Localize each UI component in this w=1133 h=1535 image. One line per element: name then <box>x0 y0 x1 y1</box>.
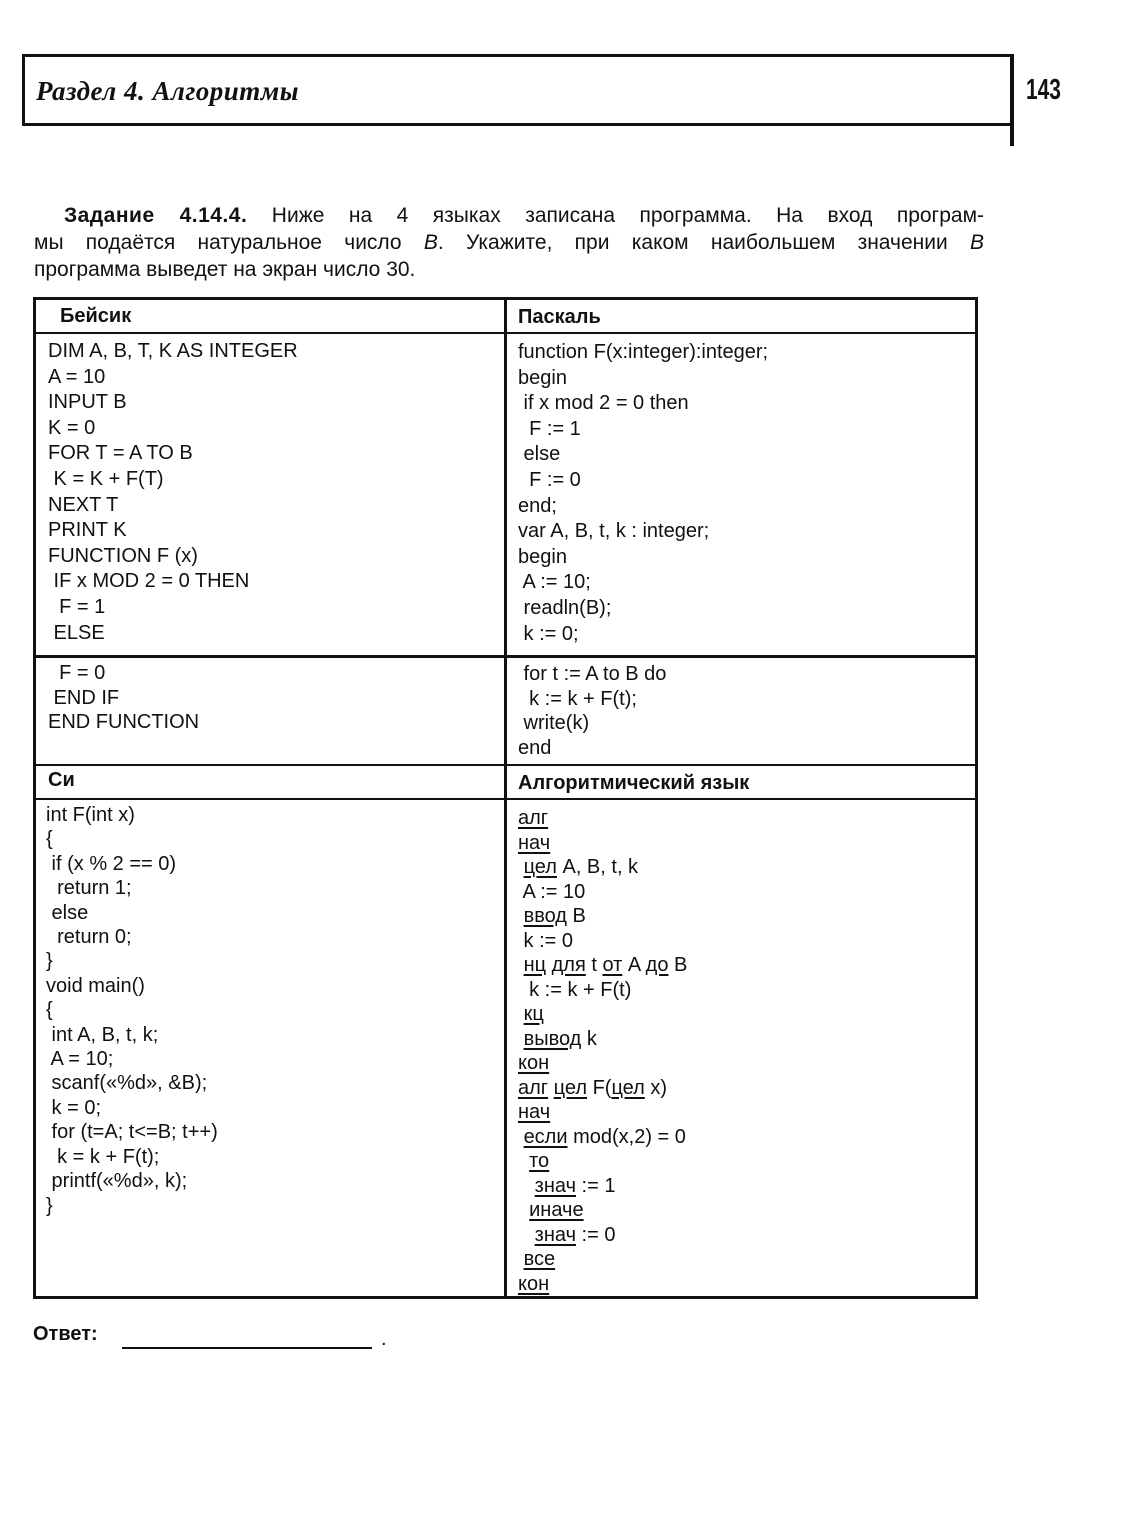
pascal-code-part1: function F(x:integer):integer; begin if x mod 2 = 0 then F := 1 else F := 0 end; var A, B, t, k : integer; begin A := 10; readln(B); k := 0; <box>518 341 769 645</box>
task-line-2: мы подаётся натуральное число B. Укажите, при каком наибольшем значении B <box>34 231 984 254</box>
task-text <box>34 202 984 283</box>
answer-field[interactable] <box>122 1347 372 1349</box>
basic-code-part2: F = 0 END IF END FUNCTION <box>48 662 200 733</box>
answer-dot: . <box>381 1328 387 1350</box>
pascal-header: Паскаль <box>518 306 601 328</box>
table-page-break-rule <box>33 655 978 658</box>
task-line-1: Задание 4.14.4. Ниже на 4 языках записана программа. На вход програм- <box>64 204 985 227</box>
alg-code: алг нач цел A, B, t, k A := 10 ввод B k := 0 нц для t от A до B k := k + F(t) кц вывод k кон алг цел F(цел x) нач если mod(x,2) = 0 то знач := 1 иначе знач := 0 все кон <box>518 807 688 1295</box>
basic-header: Бейсик <box>60 305 132 327</box>
page-number: 143 <box>1026 74 1061 106</box>
alg-header: Алгоритмический язык <box>518 772 750 794</box>
header-rule <box>1010 54 1014 146</box>
basic-code-part1: DIM A, B, T, K AS INTEGER A = 10 INPUT B K = 0 FOR T = A TO B K = K + F(T) NEXT T PRINT K FUNCTION F (x) IF x MOD 2 = 0 THEN F = 1 ELSE <box>48 340 298 644</box>
answer-label: Ответ: <box>33 1323 98 1345</box>
c-code: int F(int x) { if (x % 2 == 0) return 1; else return 0; } void main() { int A, B, t, k; A = 10; scanf(«%d», &B); k = 0; for (t=A; t<=B; t++) k = k + F(t); printf(«%d», k); } <box>46 804 218 1217</box>
task-label: Задание 4.14.4. <box>64 204 248 227</box>
pascal-code-part2: for t := A to B do k := k + F(t); write(k) end <box>518 663 667 759</box>
section-title: Раздел 4. Алгоритмы <box>36 76 300 106</box>
c-header: Си <box>48 769 75 791</box>
table-header-rule-top <box>33 332 978 334</box>
task-line-3: программа выведет на экран число 30. <box>34 258 416 281</box>
table-header-rule-bottom <box>33 798 978 800</box>
table-section-rule <box>33 764 978 766</box>
